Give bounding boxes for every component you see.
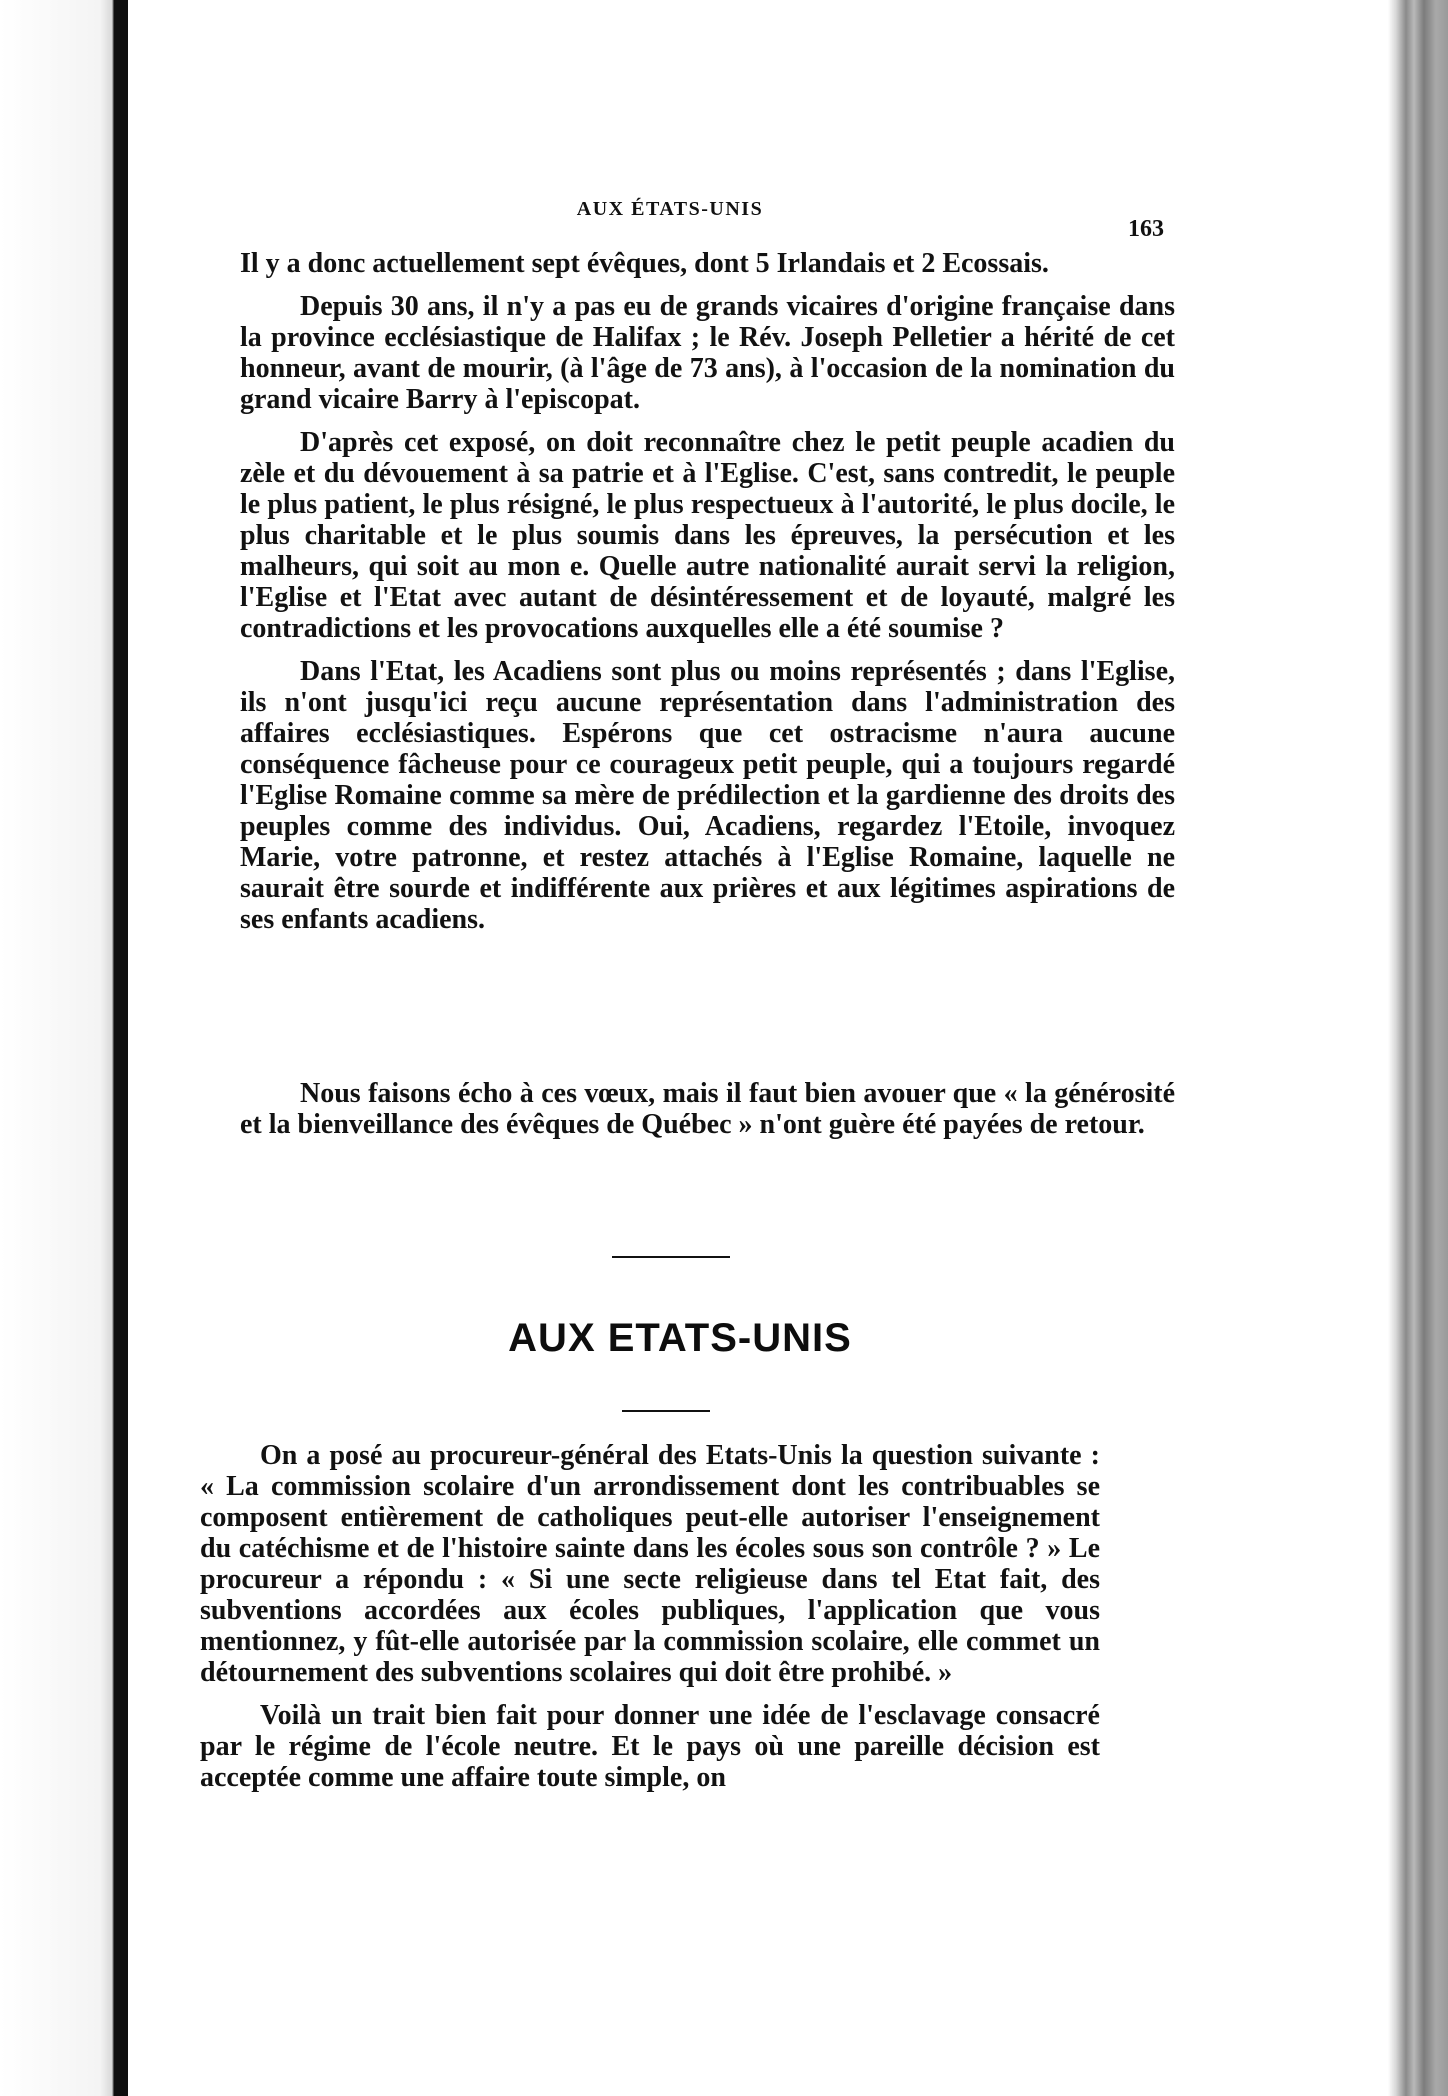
book-spine-shadow — [114, 0, 128, 2096]
heading-underline — [622, 1410, 710, 1412]
paragraph: D'après cet exposé, on doit reconnaître chez le petit peuple acadien du zèle et du dévouement à sa patrie et à l'Eglise. C'est, sans contredit, le peuple le plus patient, le plus résigné, le plus respectueux à l'autorité, le plus docile, le plus charitable et le plus soumis dans les épreuves, la persécution et les malheurs, qui soit au mon e. Quelle autre nationalité aurait servi la religion, l'Eglise et l'Etat avec autant de désintéressement et de loyauté, malgré les contradictions et les provocations auxquelles elle a été soumise ? — [240, 427, 1175, 644]
left-page-margin — [0, 0, 120, 2096]
paragraph: On a posé au procureur-général des Etats-Unis la question suivante : « La commission scolaire d'un arrondissement dont les contribuables se composent entièrement de catholiques peut-elle autoriser l'enseignement du catéchisme et de l'histoire sainte dans les écoles sous son contrôle ? » Le procureur a répondu : « Si une secte religieuse dans tel Etat fait, des subventions accordées aux écoles publiques, l'application que vous mentionnez, y fût-elle autorisée par la commission scolaire, elle commet un détournement des subventions scolaires qui doit être prohibé. » — [200, 1440, 1100, 1688]
paragraph: Voilà un trait bien fait pour donner une idée de l'esclavage consacré par le régime de l'école neutre. Et le pays où une pareille décision est acceptée comme une affaire toute simple, on — [200, 1700, 1100, 1793]
body-text-closing — [240, 1078, 1175, 1152]
running-header: AUX ÉTATS-UNIS — [576, 198, 764, 220]
paragraph: Il y a donc actuellement sept évêques, dont 5 Irlandais et 2 Ecossais. — [240, 248, 1049, 279]
paragraph: Nous faisons écho à ces vœux, mais il faut bien avouer que « la générosité et la bienveillance des évêques de Québec » n'ont guère été payées de retour. — [240, 1078, 1175, 1140]
page-number: 163 — [1128, 216, 1164, 242]
page-edges — [1388, 0, 1448, 2096]
section-heading: AUX ETATS-UNIS — [508, 1316, 852, 1360]
paragraph: Depuis 30 ans, il n'y a pas eu de grands vicaires d'origine française dans la province ecclésiastique de Halifax ; le Rév. Joseph Pelletier a hérité de cet honneur, avant de mourir, (à l'âge de 73 ans), à l'occasion de la nomination du grand vicaire Barry à l'episcopat. — [240, 291, 1175, 415]
body-text-lower — [200, 1440, 1100, 1805]
section-divider — [612, 1256, 730, 1258]
body-text-upper — [240, 248, 1175, 947]
paragraph: Dans l'Etat, les Acadiens sont plus ou moins représentés ; dans l'Eglise, ils n'ont jusqu'ici reçu aucune représentation dans l'administration des affaires ecclésiastiques. Espérons que cet ostracisme n'aura aucune conséquence fâcheuse pour ce courageux petit peuple, qui a toujours regardé l'Eglise Romaine comme sa mère de prédilection et la gardienne des droits des peuples comme des individus. Oui, Acadiens, regardez l'Etoile, invoquez Marie, votre patronne, et restez attachés à l'Eglise Romaine, laquelle ne saurait être sourde et indifférente aux prières et aux légitimes aspirations de ses enfants acadiens. — [240, 656, 1175, 935]
